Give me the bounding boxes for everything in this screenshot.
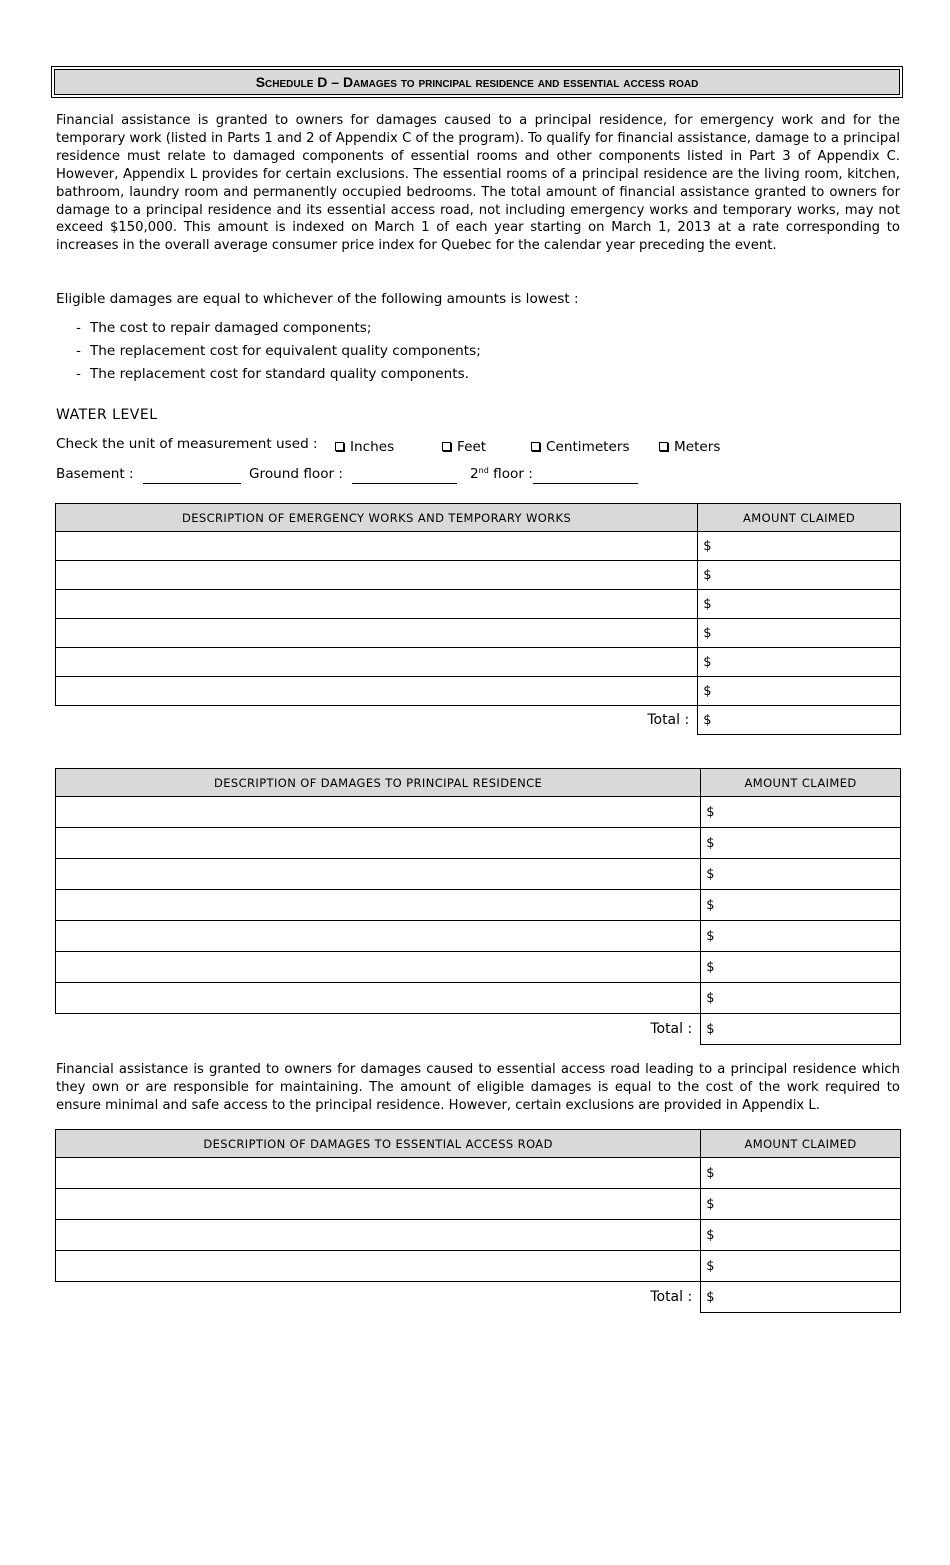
total-label: Total : xyxy=(56,706,698,735)
amount-cell[interactable]: $ xyxy=(698,648,901,677)
unit-label: Inches xyxy=(350,439,395,455)
unit-option-feet[interactable] xyxy=(442,439,486,455)
table-row xyxy=(56,619,901,648)
table-row xyxy=(56,1220,901,1251)
description-cell[interactable] xyxy=(56,828,701,859)
description-cell[interactable] xyxy=(56,590,698,619)
amount-cell[interactable]: $ xyxy=(698,619,901,648)
description-cell[interactable] xyxy=(56,983,701,1014)
table-row xyxy=(56,859,901,890)
basement-label: Basement : xyxy=(56,466,134,482)
table-row xyxy=(56,983,901,1014)
description-cell[interactable] xyxy=(56,648,698,677)
amount-cell[interactable]: $ xyxy=(698,677,901,706)
amount-cell[interactable]: $ xyxy=(701,952,901,983)
total-amount-cell[interactable]: $ xyxy=(701,1282,901,1313)
table-row xyxy=(56,921,901,952)
description-cell[interactable] xyxy=(56,1189,701,1220)
table-row xyxy=(56,590,901,619)
description-cell[interactable] xyxy=(56,1251,701,1282)
description-cell[interactable] xyxy=(56,797,701,828)
emergency-desc-header: DESCRIPTION OF EMERGENCY WORKS AND TEMPORARY WORKS xyxy=(56,504,698,532)
description-cell[interactable] xyxy=(56,1158,701,1189)
unit-label: Centimeters xyxy=(546,439,630,455)
intro-paragraph: Financial assistance is granted to owners for damages caused to a principal residence, for emergency work and for the temporary work (listed in Parts 1 and 2 of Appendix C of the program). To qualify for financial assistance, damage to a principal residence must relate to damaged components of essential rooms and other components listed in Part 3 of Appendix C. However, Appendix L provides for certain exclusions. The essential rooms of a principal residence are the living room, kitchen, bathroom, laundry room and permanently occupied bedrooms. The total amount of financial assistance granted to owners for damage to a principal residence and its essential access road, not including emergency works and temporary works, may not exceed $150,000. This amount is indexed on March 1 of each year starting on March 1, 2013 at a rate corresponding to increases in the overall average consumer price index for Quebec for the calendar year preceding the event. xyxy=(56,113,900,254)
total-row xyxy=(56,1282,901,1313)
table-row xyxy=(56,561,901,590)
description-cell[interactable] xyxy=(56,677,698,706)
total-row xyxy=(56,1014,901,1045)
table-row xyxy=(56,1158,901,1189)
basement-field[interactable] xyxy=(143,483,241,484)
description-cell[interactable] xyxy=(56,890,701,921)
amount-cell[interactable]: $ xyxy=(701,1189,901,1220)
emergency-works-table xyxy=(55,503,901,735)
second-floor-text: floor : xyxy=(488,466,533,482)
road-desc-header: DESCRIPTION OF DAMAGES TO ESSENTIAL ACCESS ROAD xyxy=(56,1130,701,1158)
amount-cell[interactable]: $ xyxy=(701,983,901,1014)
second-floor-number: 2 xyxy=(470,466,479,482)
table-row xyxy=(56,952,901,983)
second-floor-sup: nd xyxy=(478,466,489,475)
road-amount-header: AMOUNT CLAIMED xyxy=(701,1130,901,1158)
list-item: - The replacement cost for equivalent quality components; xyxy=(76,341,481,364)
road-paragraph: Financial assistance is granted to owners for damages caused to essential access road leading to a principal residence which they own or are responsible for maintaining. The amount of eligible damages is equal to the cost of the work required to ensure minimal and safe access to the principal residence. However, certain exclusions are provided in Appendix L. xyxy=(56,1062,900,1113)
amount-cell[interactable]: $ xyxy=(701,1220,901,1251)
amount-cell[interactable]: $ xyxy=(698,561,901,590)
table-row xyxy=(56,1251,901,1282)
ground-floor-label: Ground floor : xyxy=(249,466,344,482)
residence-damages-table xyxy=(55,768,901,1045)
description-cell[interactable] xyxy=(56,561,698,590)
checkbox-icon[interactable] xyxy=(442,442,451,451)
table-row xyxy=(56,532,901,561)
residence-desc-header: DESCRIPTION OF DAMAGES TO PRINCIPAL RESIDENCE xyxy=(56,769,701,797)
unit-option-meters[interactable] xyxy=(659,439,720,455)
eligible-intro: Eligible damages are equal to whichever of the following amounts is lowest : xyxy=(56,291,579,307)
amount-cell[interactable]: $ xyxy=(698,532,901,561)
total-amount-cell[interactable]: $ xyxy=(701,1014,901,1045)
schedule-title-main: Damages to principal residence and essential access road xyxy=(342,74,699,90)
amount-cell[interactable]: $ xyxy=(698,590,901,619)
table-row xyxy=(56,890,901,921)
description-cell[interactable] xyxy=(56,532,698,561)
table-row xyxy=(56,797,901,828)
amount-cell[interactable]: $ xyxy=(701,921,901,952)
amount-cell[interactable]: $ xyxy=(701,1251,901,1282)
amount-cell[interactable]: $ xyxy=(701,1158,901,1189)
total-label: Total : xyxy=(56,1282,701,1313)
description-cell[interactable] xyxy=(56,1220,701,1251)
residence-amount-header: AMOUNT CLAIMED xyxy=(701,769,901,797)
checkbox-icon[interactable] xyxy=(531,442,540,451)
emergency-amount-header: AMOUNT CLAIMED xyxy=(698,504,901,532)
unit-option-inches[interactable] xyxy=(335,439,394,455)
description-cell[interactable] xyxy=(56,952,701,983)
amount-cell[interactable]: $ xyxy=(701,890,901,921)
second-floor-field[interactable] xyxy=(533,483,638,484)
water-level-heading: WATER LEVEL xyxy=(56,407,158,423)
unit-prompt: Check the unit of measurement used : xyxy=(56,436,318,452)
checkbox-icon[interactable] xyxy=(335,442,344,451)
schedule-title xyxy=(54,69,900,95)
table-row xyxy=(56,648,901,677)
unit-label: Meters xyxy=(674,439,721,455)
ground-floor-field[interactable] xyxy=(352,483,457,484)
table-row xyxy=(56,828,901,859)
list-item: - The cost to repair damaged components; xyxy=(76,318,481,341)
table-row xyxy=(56,1189,901,1220)
amount-cell[interactable]: $ xyxy=(701,797,901,828)
amount-cell[interactable]: $ xyxy=(701,828,901,859)
total-row xyxy=(56,706,901,735)
checkbox-icon[interactable] xyxy=(659,442,668,451)
total-amount-cell[interactable]: $ xyxy=(698,706,901,735)
schedule-title-prefix: Schedule D – xyxy=(255,74,343,90)
table-row xyxy=(56,677,901,706)
second-floor-label xyxy=(470,466,533,482)
amount-cell[interactable]: $ xyxy=(701,859,901,890)
total-label: Total : xyxy=(56,1014,701,1045)
list-item: - The replacement cost for standard quality components. xyxy=(76,364,481,387)
description-cell[interactable] xyxy=(56,619,698,648)
unit-label: Feet xyxy=(457,439,487,455)
access-road-table xyxy=(55,1129,901,1313)
eligible-list xyxy=(76,318,481,387)
unit-option-centimeters[interactable] xyxy=(531,439,630,455)
description-cell[interactable] xyxy=(56,921,701,952)
description-cell[interactable] xyxy=(56,859,701,890)
